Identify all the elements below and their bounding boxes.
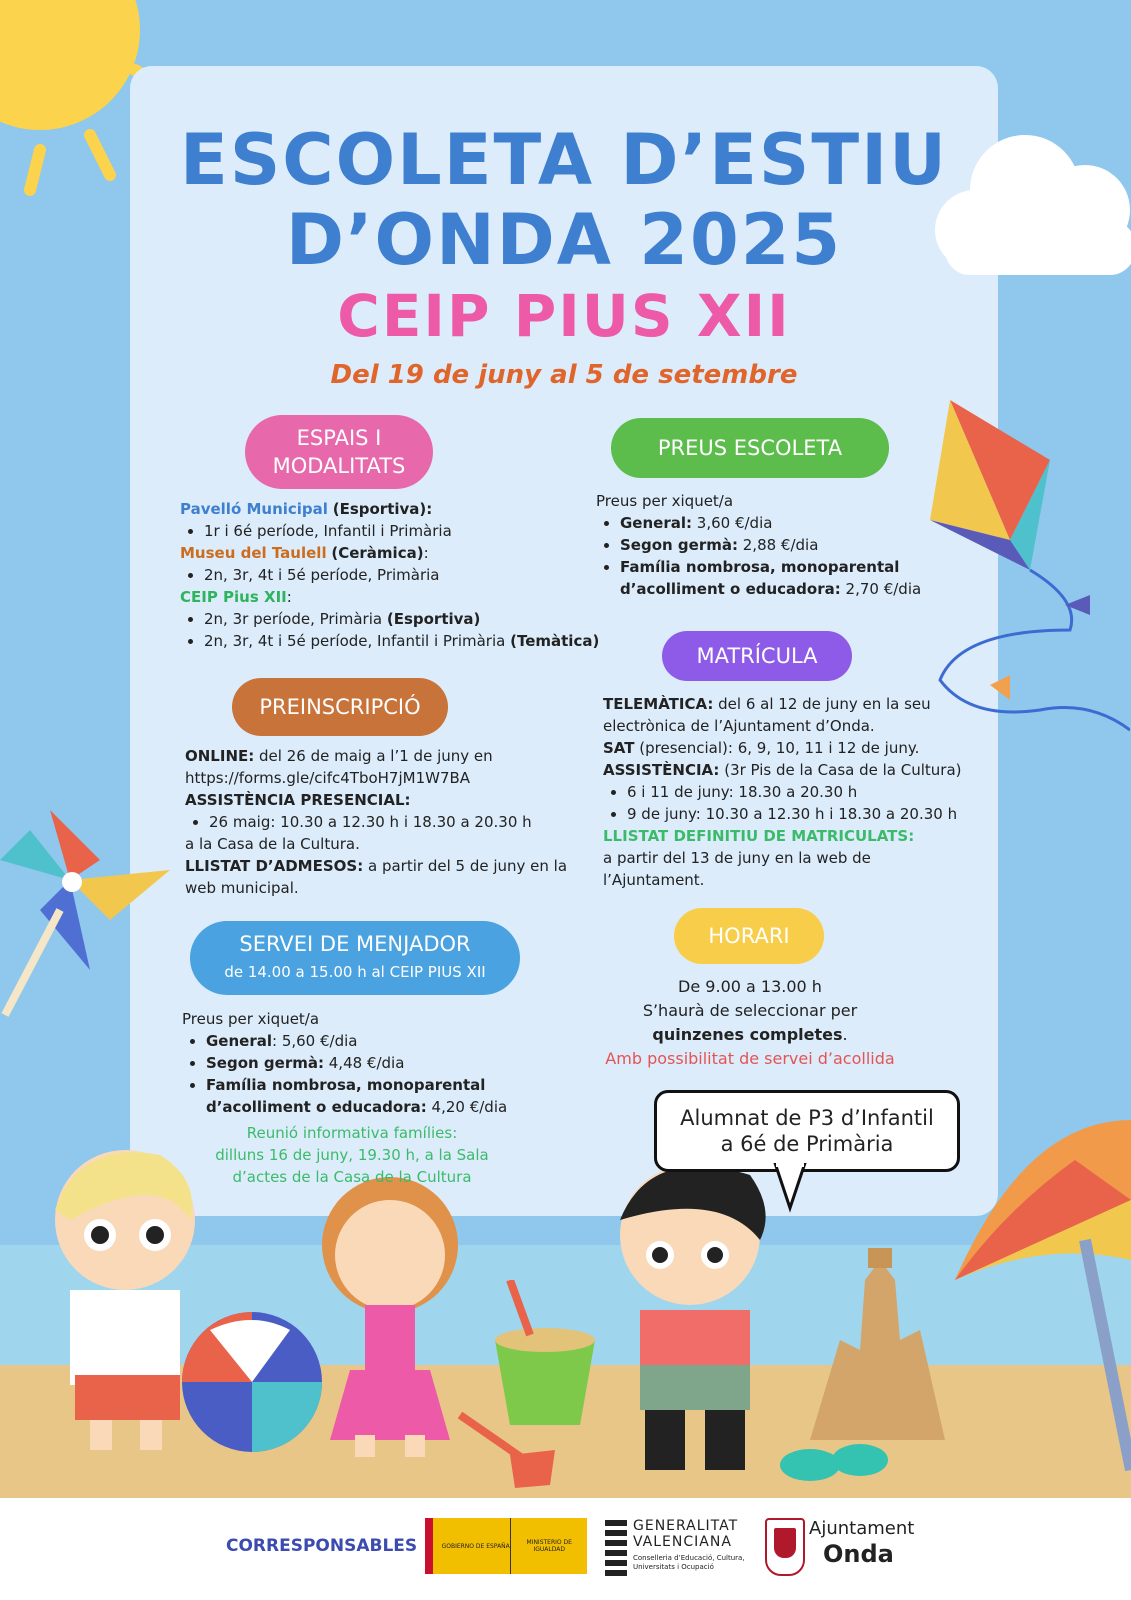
page-title-line1: ESCOLETA D’ESTIU: [180, 119, 948, 201]
flip-flops-icon: [780, 1435, 890, 1495]
kite-icon: [930, 400, 1130, 740]
place1-item: • 1r i 6é període, Infantil i Primària: [204, 520, 620, 542]
menjador-pill-line2: de 14.00 a 15.00 h al CEIP PIUS XII: [224, 963, 486, 981]
preus-intro: Preus per xiquet/a: [596, 492, 734, 510]
assistencia-label: ASSISTÈNCIA:: [603, 761, 720, 779]
menjador-general: • General: 5,60 €/dia: [206, 1030, 522, 1052]
place3-item1: • 2n, 3r període, Primària (Esportiva): [204, 608, 620, 630]
sat-label: SAT: [603, 739, 635, 757]
umbrella-icon: [935, 1090, 1131, 1500]
child-girl-icon: [310, 1170, 470, 1460]
date-range: Del 19 de juny al 5 de setembre: [330, 360, 798, 390]
horari-line4: Amb possibilitat de servei d’acollida: [605, 1049, 895, 1068]
menjador-segon: • Segon germà: 4,48 €/dia: [206, 1052, 522, 1074]
horari-line1: De 9.00 a 13.00 h: [678, 977, 822, 996]
ajuntament-onda-logo: Ajuntament Onda: [765, 1514, 925, 1584]
onda-shield-icon: [765, 1518, 805, 1576]
footer: [0, 1498, 1131, 1600]
sandcastle-icon: [800, 1210, 950, 1440]
presencial-place: a la Casa de la Cultura.: [185, 835, 360, 853]
speech-bubble-tail: [770, 1163, 810, 1213]
admesos-text2: web municipal.: [185, 879, 299, 897]
place1-name: Pavelló Municipal: [180, 500, 328, 518]
assistencia-item2: • 9 de juny: 10.30 a 12.30 h i 18.30 a 20.30 h: [627, 803, 983, 825]
place3-name: CEIP Pius XII: [180, 588, 287, 606]
place2-name: Museu del Taulell: [180, 544, 327, 562]
espais-pill-line2: MODALITATS: [272, 454, 406, 478]
place1-mode: (Esportiva):: [332, 500, 433, 518]
definitiu-text2: l’Ajuntament.: [603, 871, 705, 889]
matricula-pill-label: MATRÍCULA: [696, 644, 818, 668]
place3-item2: • 2n, 3r, 4t i 5é període, Infantil i Primària (Temàtica): [204, 630, 620, 652]
gobierno-logo: GOBIERNO DE ESPAÑA MINISTERIO DE IGUALDAD: [425, 1518, 587, 1574]
corresponsables-logo: CORRESPONSABLES: [218, 1520, 408, 1572]
definitiu-label: LLISTAT DEFINITIU DE MATRICULATS:: [603, 827, 915, 845]
horari-line3: quinzenes completes: [652, 1025, 843, 1044]
preus-pill: [611, 418, 889, 478]
menjador-pill: [190, 921, 520, 995]
definitiu-text: a partir del 13 de juny en la web de: [603, 849, 871, 867]
menjador-intro: Preus per xiquet/a: [182, 1010, 320, 1028]
horari-pill: [674, 908, 824, 964]
preinscripcio-pill-label: PREINSCRIPCIÓ: [259, 695, 421, 719]
preinscripcio-url[interactable]: https://forms.gle/cifc4TboH7jM1W7BA: [185, 769, 471, 787]
presencial-item: • 26 maig: 10.30 a 12.30 h i 18.30 a 20.30 h: [209, 811, 585, 833]
preinscripcio-pill: [232, 678, 448, 736]
telematica-label: TELEMÀTICA:: [603, 695, 714, 713]
menjador-familia: • Família nombrosa, monoparental d’acolliment o educadora: 4,20 €/dia: [206, 1074, 522, 1118]
place2-item: • 2n, 3r, 4t i 5é període, Primària: [204, 564, 620, 586]
preus-familia: • Família nombrosa, monoparental d’acolliment o educadora: 2,70 €/dia: [620, 556, 936, 600]
page-title-line2: D’ONDA 2025: [285, 199, 843, 281]
assistencia-item1: • 6 i 11 de juny: 18.30 a 20.30 h: [627, 781, 983, 803]
generalitat-emblem: [605, 1520, 627, 1576]
bubble-line2: a 6é de Primària: [720, 1132, 894, 1156]
online-label: ONLINE:: [185, 747, 255, 765]
horari-pill-label: HORARI: [708, 924, 790, 948]
bucket-icon: [490, 1280, 600, 1430]
presencial-label: ASSISTÈNCIA PRESENCIAL:: [185, 791, 411, 809]
admesos-label: LLISTAT D’ADMESOS:: [185, 857, 364, 875]
generalitat-logo: GENERALITAT VALENCIANA Conselleria d’Educació, Cultura, Universitats i Ocupació: [605, 1516, 745, 1586]
school-name: CEIP PIUS XII: [337, 282, 791, 350]
preus-section: [596, 490, 936, 600]
bubble-line1: Alumnat de P3 d’Infantil: [680, 1106, 934, 1130]
horari-section: De 9.00 a 13.00 h S’haurà de seleccionar per quinzenes completes. Amb possibilitat de servei d’acollida: [580, 975, 920, 1071]
shovel-icon: [455, 1410, 565, 1490]
menjador-pill-line1: SERVEI DE MENJADOR: [239, 932, 471, 956]
espais-pill-line1: ESPAIS I: [296, 426, 382, 450]
preus-general: • General: 3,60 €/dia: [620, 512, 936, 534]
preinscripcio-section: ONLINE: del 26 de maig a l’1 de juny en https://forms.gle/cifc4TboH7jM1W7BA ASSISTÈNCIA PRESENCIAL: • 26 maig: 10.30 a 12.30 h i 18.30 a 20.30 h a la Casa de la Cultura. LLISTAT D’ADMESOS: a partir del 5 de juny en la web municipal.: [185, 745, 585, 899]
child-boy-left-icon: [40, 1140, 205, 1460]
matricula-pill: [662, 631, 852, 681]
menjador-section: [182, 1008, 522, 1118]
preus-pill-label: PREUS ESCOLETA: [657, 436, 843, 460]
matricula-section: TELEMÀTICA: del 6 al 12 de juny en la seu electrònica de l’Ajuntament d’Onda. SAT (presencial): 6, 9, 10, 11 i 12 de juny. ASSISTÈNCIA: (3r Pis de la Casa de la Cultura) • 6 i 11 de juny: 18.30 a 20.30 h • 9 de juny: 10.30 a 12.30 h i 18.30 a 20.30 h LLISTAT DEFINITIU DE MATRICULATS: a partir del 13 de juny en la web de l’Ajuntament.: [603, 693, 983, 891]
reunio-note: Reunió informativa famílies: dilluns 16 de juny, 19.30 h, a la Sala d’actes de la Casa de la Cultura: [215, 1124, 489, 1186]
horari-line2: S’haurà de seleccionar per: [642, 1001, 858, 1020]
child-boy-right-icon: [600, 1150, 780, 1480]
place2-mode: (Ceràmica): [331, 544, 424, 562]
preus-segon: • Segon germà: 2,88 €/dia: [620, 534, 936, 556]
speech-bubble: [654, 1090, 960, 1172]
telematica-text2: electrònica de l’Ajuntament d’Onda.: [603, 717, 875, 735]
espais-pill: [245, 415, 433, 489]
pinwheel-icon: [0, 800, 180, 1020]
espais-section: Pavelló Municipal (Esportiva): • 1r i 6é període, Infantil i Primària Museu del Taulell (Ceràmica): • 2n, 3r, 4t i 5é període, Primària CEIP Pius XII: • 2n, 3r període, Primària (Esportiva) • 2n, 3r, 4t i 5é període, Infantil i Primària (Temàtica): [180, 498, 620, 652]
